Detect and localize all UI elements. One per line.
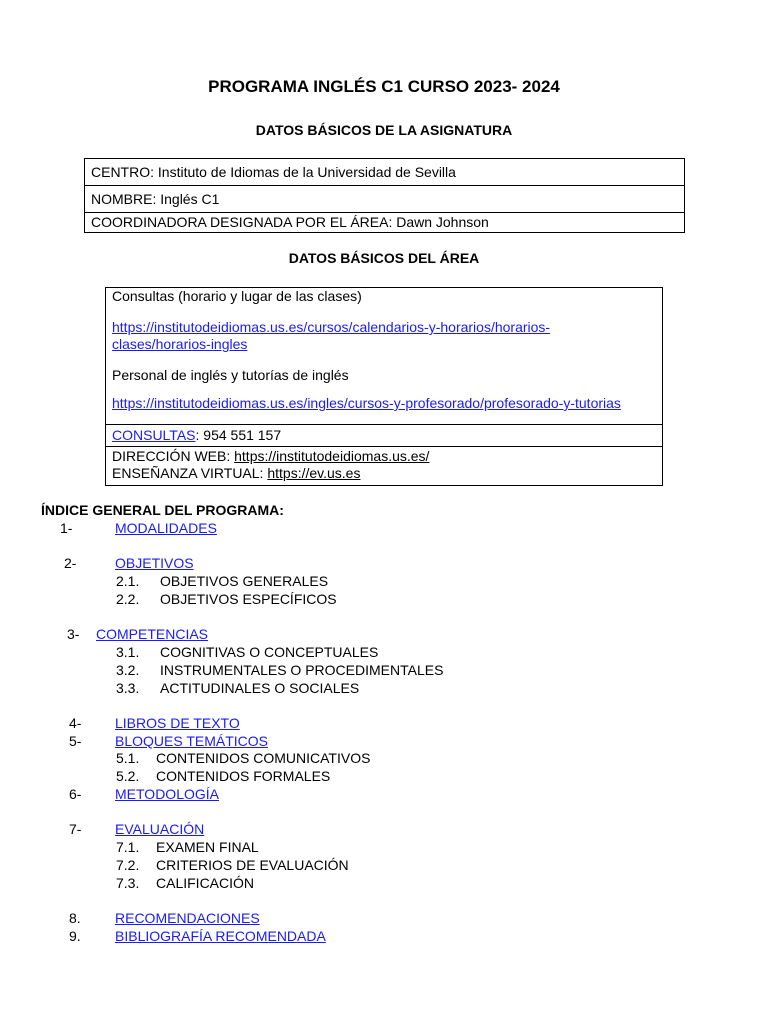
coordinadora-cell: COORDINADORA DESIGNADA POR EL ÁREA: Dawn Johnson [85,213,685,233]
index-link-objetivos[interactable]: OBJETIVOS [115,555,194,571]
index-number: 9. [69,928,81,944]
index-number: 7.3. [116,875,140,891]
index-number: 3.2. [116,662,140,678]
index-label: CONTENIDOS FORMALES [156,768,331,784]
virtual-link[interactable]: https://ev.us.es [267,465,361,481]
centro-cell: CENTRO: Instituto de Idiomas de la Universidad de Sevilla [85,159,685,186]
index-number: 7- [69,821,82,837]
consultas-intro: Consultas (horario y lugar de las clases) [112,288,362,304]
index-label: INSTRUMENTALES O PROCEDIMENTALES [160,662,444,678]
index-number: 5- [69,733,82,749]
consultas-cell [106,425,663,447]
index-link-recomendaciones[interactable]: RECOMENDACIONES [115,910,260,926]
index-number: 7.1. [116,839,140,855]
area-info-cell [106,288,663,425]
virtual-label: ENSEÑANZA VIRTUAL: [112,465,268,481]
index-number: 5.2. [116,768,140,784]
index-number: 3.3. [116,680,140,696]
index-link-evaluacion[interactable]: EVALUACIÓN [115,821,205,837]
index-label: CRITERIOS DE EVALUACIÓN [156,857,349,873]
index-link-libros[interactable]: LIBROS DE TEXTO [115,715,240,731]
basic-data-table [84,158,685,233]
index-label: CALIFICACIÓN [156,875,255,891]
horarios-link[interactable]: https://institutodeidiomas.us.es/cursos/calendarios-y-horarios/horarios- clases/horarios-ingles [112,319,551,352]
index-number: 7.2. [116,857,140,873]
index-number: 4- [69,715,82,731]
index-link-metodologia[interactable]: METODOLOGÍA [115,786,219,802]
section-title-asignatura: DATOS BÁSICOS DE LA ASIGNATURA [255,122,513,138]
index-number: 2.2. [116,591,140,607]
index-number: 5.1. [116,750,140,766]
index-number: 2.1. [116,573,140,589]
index-label: OBJETIVOS ESPECÍFICOS [160,591,337,607]
document-title: PROGRAMA INGLÉS C1 CURSO 2023- 2024 [208,77,560,96]
index-label: CONTENIDOS COMUNICATIVOS [156,750,371,766]
index-number: 6- [69,786,82,802]
section-title-area: DATOS BÁSICOS DEL ÁREA [288,250,480,266]
web-label: DIRECCIÓN WEB: [112,448,235,464]
index-number: 3.1. [116,644,140,660]
personal-intro: Personal de inglés y tutorías de inglés [112,367,349,383]
index-number: 1- [60,520,73,536]
index-title: ÍNDICE GENERAL DEL PROGRAMA: [41,502,284,518]
consultas-phone: : 954 551 157 [195,427,282,443]
index-label: OBJETIVOS GENERALES [160,573,329,589]
index-number: 8. [69,910,81,926]
index-label: EXAMEN FINAL [156,839,259,855]
consultas-link[interactable]: CONSULTAS [112,427,196,443]
nombre-cell: NOMBRE: Inglés C1 [85,186,685,213]
area-data-table [105,287,663,486]
index-link-bloques[interactable]: BLOQUES TEMÁTICOS [115,733,268,749]
index-link-modalidades[interactable]: MODALIDADES [115,520,217,536]
profesorado-link[interactable]: https://institutodeidiomas.us.es/ingles/cursos-y-profesorado/profesorado-y-tutorias [112,395,621,411]
index-link-competencias[interactable]: COMPETENCIAS [96,626,209,642]
index-number: 3- [67,626,80,642]
index-label: ACTITUDINALES O SOCIALES [160,680,360,696]
web-link[interactable]: https://institutodeidiomas.us.es/ [234,448,430,464]
index-link-bibliografia[interactable]: BIBLIOGRAFÍA RECOMENDADA [115,928,326,944]
index-label: COGNITIVAS O CONCEPTUALES [160,644,379,660]
web-cell [106,447,663,486]
index-number: 2- [64,555,77,571]
